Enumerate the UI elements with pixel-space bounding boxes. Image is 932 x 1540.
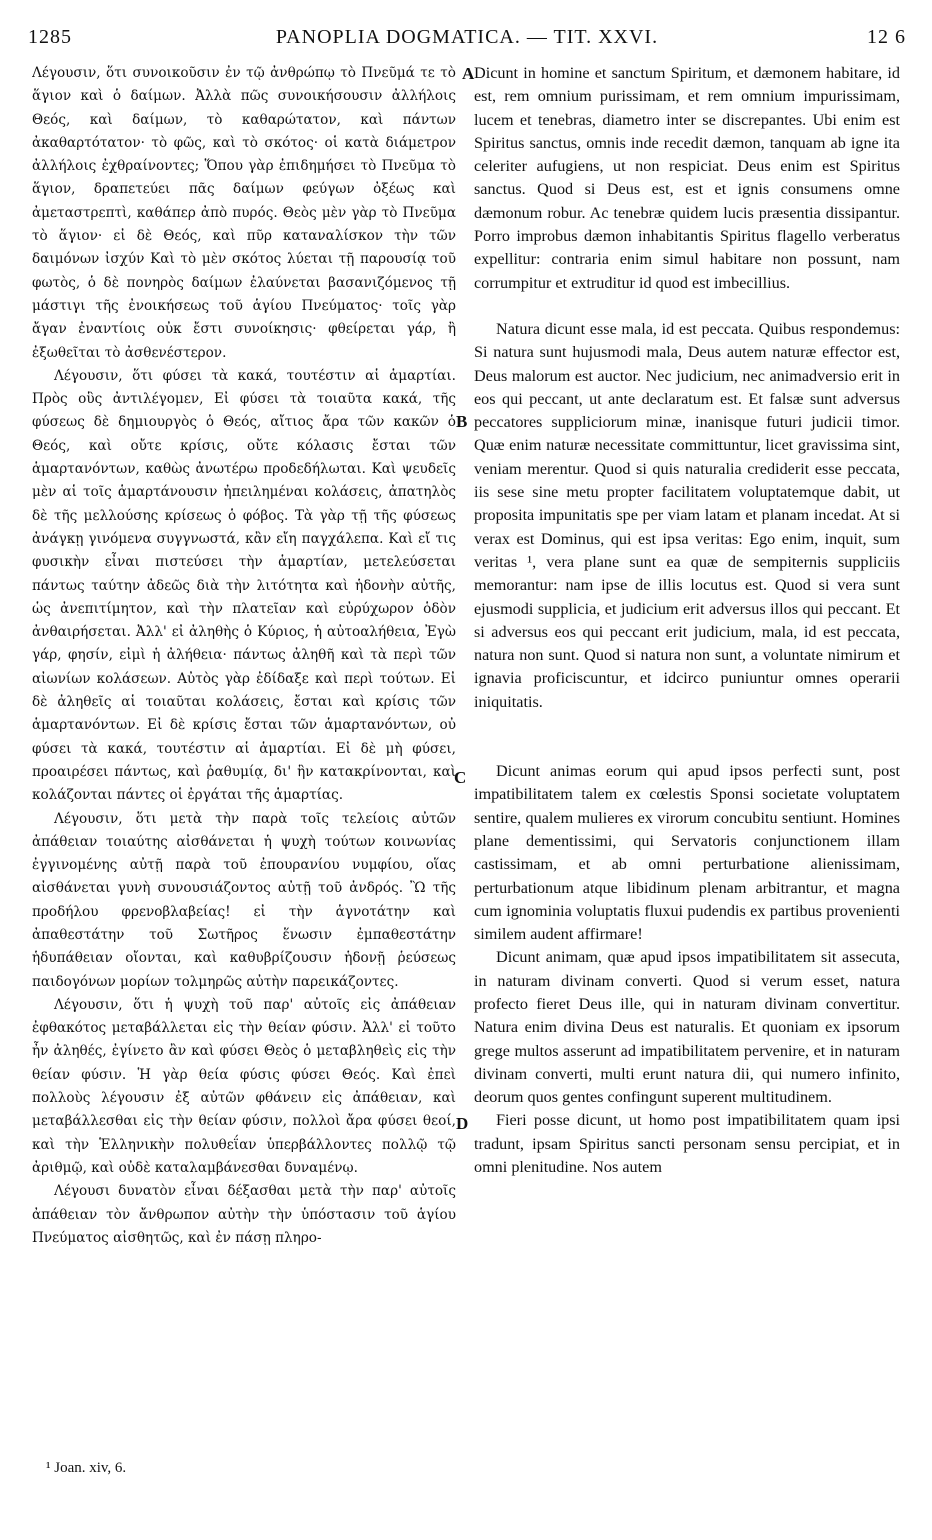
greek-paragraph: Λέγουσιν, ὅτι φύσει τὰ κακά, τουτέστιν αἱ ἁμαρτίαι. Πρὸς οὓς ἀντιλέγομεν, Εἰ φύσει τὰ τοιαῦτα κακά, τῆς φύσεως δὲ δημιουργὸς ὁ Θεός, αἴτιος ἄρα τῶν κακῶν ὁ Θεός, καὶ οὔτε κρίσις, οὔτε κόλασις ἔσται τῶν ἁμαρτανόντων, καθὼς ἀνωτέρω προδεδήλωται. Καὶ ψευδεῖς μὲν αἱ τοῖς ἁμαρτάνουσιν ἠπειλημέναι κολάσεις, ἀπατηλὸς δὲ τῆς μελλούσης κρίσεως ὁ φόβος. Τὰ γὰρ τῇ τῆς φύσεως ἀνάγκῃ γινόμενα συγγνωστά, κἂν εἴη παγχάλεπα. Καὶ εἴ τις φυσικὴν εἶναι πιστεύσει τὴν ἁμαρτίαν, μετελεύσεται πάντως ταύτην ἀδεῶς διὰ τὴν λιτότητα καὶ ἡδονὴν αὐτῆς, ὡς ἀνεπιτίμητον, καὶ τὴν πλατεῖαν καὶ εὐρύχωρον ὁδὸν ἀνθαιρήσεται. Ἀλλ' εἰ ἀληθὴς ὁ Κύριος, ἡ αὐτοαλήθεια, Ἐγὼ γάρ, φησίν, εἰμὶ ἡ ἀλήθεια· πάντως ἀληθῆ καὶ τὰ περὶ τῶν αἰωνίων κολάσεων. Αὐτὸς γὰρ ἐδίδαξε καὶ περὶ τούτων. Εἰ δὲ ἀληθεῖς αἱ τοιαῦται κολάσεις, ἔσται καὶ κρίσις τῶν ἁμαρτανόντων. Εἰ δὲ κρίσις ἔσται τῶν ἁμαρτανόντων, οὐ φύσει τὰ κακά, τουτέστιν αἱ ἁμαρτίαι. Εἰ δὲ μὴ φύσει, προαιρέσει πάντως, καὶ ῥαθυμίᾳ, δι' ἣν κατακρίνονται, καὶ κολάζονται πάντες οἱ ἐργάται τῆς ἁμαρτίας. — [32, 367, 456, 804]
greek-paragraph: Λέγουσιν, ὅτι ἡ ψυχὴ τοῦ παρ' αὐτοῖς εἰς ἀπάθειαν ἐφθακότος μεταβάλλεται εἰς τὴν θείαν φύσιν. Ἀλλ' εἰ τοῦτο ἦν ἀληθές, ἐγίνετο ἂν καὶ φύσει Θεὸς ὁ μεταβληθεὶς εἰς τὴν θείαν φύσιν. Ἡ γὰρ θεία φύσις φύσει Θεός. Καὶ ἐπεὶ πολλοὺς λέγουσιν ἐξ αὐτῶν φθάνειν εἰς ἀπάθειαν, καὶ μεταβάλλεσθαι εἰς τὴν θείαν φύσιν, πολλοὶ ἄρα φύσει θεοί, καὶ τὴν Ἑλληνικὴν πολυθεΐαν ὑπερβάλλοντες πολλῷ τῷ ἀριθμῷ, καὶ οὐδὲ καταλαμβάνεσθαι δυναμένῳ. — [32, 996, 456, 1176]
margin-letter-c: C — [454, 768, 467, 787]
latin-paragraph: Natura dicunt esse mala, id est peccata. Quibus respondemus: Si natura sunt hujusmodi mala, Deus autem naturæ effector est, Deus malorum est auctor. Nec judicium, nec animadversio erit in eos qui peccant, ut ante declaratum est. Et falsæ sunt adversus peccatores suppliciorum minæ, inanisque futuri judicii timor. Quæ enim naturæ necessitate committuntur, licet gravissima sint, veniam merentur. Quod si quis naturalia crediderit esse peccata, iis sese sine metu propter facilitatem voluptatemque dabit, ut proposita impunitatis spe per viam latam et planam incedat. At si verax est Dominus, qui est ipsa veritas: Ego enim, inquit, sum veritas ¹, vera plane sunt ea quæ de sempiternis suppliciis memorantur: nam ipse de illis locutus est. Quod si vera sunt ejusmodi supplicia, et judicium erit adversus illos qui peccant. Et si adversus eos qui peccant erit judicium, mala, id est peccata, natura non sunt. Quod si natura non sunt, a voluntate nimirum et ignavia proficiscuntur, et idcirco puniuntur omnes operarii iniquitatis. — [474, 319, 900, 711]
margin-letter-a: A — [462, 64, 475, 83]
footnote: ¹ Joan. xiv, 6. — [46, 1460, 127, 1476]
running-title: PANOPLIA DOGMATICA. — TIT. XXVI. — [275, 26, 659, 48]
running-header — [28, 26, 906, 54]
latin-column — [474, 62, 900, 1482]
greek-paragraph: Λέγουσιν, ὅτι συνοικοῦσιν ἐν τῷ ἀνθρώπῳ τὸ Πνεῦμά τε τὸ ἅγιον καὶ ὁ δαίμων. Ἀλλὰ πῶς συνοικήσουσιν ἀλλήλοις Θεός, καὶ δαίμων, τὸ καθαρώτατον, καὶ πάντων ἀκαθαρτότατον· τὸ φῶς, καὶ τὸ σκότος· οἱ κατὰ διάμετρον ἀλλήλοις ἐχθραίνοντες; Ὅπου γὰρ ἐπιδημήσει τὸ Πνεῦμα τὸ ἅγιον, δραπετεύει πᾶς δαίμων φεύγων ὀξέως καὶ ἀμεταστρεπτὶ, καθάπερ ἀπὸ πυρός. Θεὸς μὲν γὰρ τὸ Πνεῦμα τὸ ἅγιον· εἰ δὲ Θεός, καὶ πῦρ καταναλίσκον τὴν τῶν δαιμόνων ἰσχύν Καὶ τὸ μὲν σκότος λύεται τῇ παρουσίᾳ τοῦ φωτὸς, ὁ δὲ πονηρὸς δαίμων ἐλαύνεται βασανιζόμενος τῇ μάστιγι τῆς ἐνοικήσεως τοῦ ἁγίου Πνεύματος· τοῖς γὰρ ἄγαν ἐναντίοις οὐκ ἔστι συνοίκησις· φθείρεται γάρ, ἢ ἐξωθεῖται τὸ ἀσθενέστερον. — [32, 65, 456, 361]
margin-letter-d: D — [456, 1114, 469, 1133]
page-number-left: 1285 — [28, 26, 72, 48]
greek-column — [32, 62, 456, 1482]
margin-letter-b: B — [456, 412, 468, 431]
latin-paragraph: Dicunt animas eorum qui apud ipsos perfecti sunt, post impatibilitatem talem ex cœlestis Sponsi societate voluptatem sentire, qualem mulieres ex virorum concubitu sentiunt. Homines plane dementissimi, qui Servatoris conjunctionem illam castissimam, et ab omni perturbatione alienissimam, perturbationum atque libidinum plenam arbitrantur, et magna cum ignominia voluptatis fluxui pudendis ex partibus provenienti similem audent affirmare! — [474, 762, 900, 944]
latin-paragraph: Fieri posse dicunt, ut homo post impatibilitatem quam ipsi tradunt, ipsam Spiritus sancti personam sensu percipiat, et in omni plenitudine. Nos autem — [474, 1111, 900, 1177]
greek-paragraph: Λέγουσιν, ὅτι μετὰ τὴν παρὰ τοῖς τελείοις αὐτῶν ἀπάθειαν τοιαύτης αἰσθάνεται ἡ ψυχὴ τούτων κοινωνίας ἐγγινομένης αὐτῇ παρὰ τοῦ ἐπουρανίου νυμφίου, οἵας αἰσθάνεται γυνὴ συνουσιάζοντος αὐτῇ τοῦ ἀνδρός. Ὢ τῆς προδήλου φρενοβλαβείας! εἰ τὴν ἁγνοτάτην καὶ ἀπαθεστάτην τοῦ Σωτῆρος ἕνωσιν ἐμπαθεστάτην ἡδυπάθειαν οἴονται, καὶ καθυβρίζουσιν ἡδονῇ ῥεύσεως παιδογόνων μορίων τολμηρῶς αὐτὴν παρεικάζοντες. — [32, 810, 456, 990]
latin-paragraph: Dicunt in homine et sanctum Spiritum, et dæmonem habitare, id est, rem omnium purissimam, et rem omnium impurissimam, lucem et tenebras, diametro inter se discrepantes. Ubi enim est Spiritus sanctus, omnis inde recedit dæmon, tanquam ab igne ita celeriter aufugiens, ut non respiciat. Deus enim est Spiritus sanctus. Quod si Deus est, est et ignis consumens omne dæmonum robur. Ac tenebræ quidem lucis præsentia dissipantur. Porro improbus dæmon inhabitantis Spiritus flagello verberatus expellitur: contraria enim simul habitare non possunt, nam corrumpitur et extruditur id quod est imbecillius. — [474, 64, 900, 292]
greek-paragraph: Λέγουσι δυνατὸν εἶναι δέξασθαι μετὰ τὴν παρ' αὐτοῖς ἀπάθειαν τὸν ἄνθρωπον αὐτὴν τὴν ὑπόστασιν τοῦ ἁγίου Πνεύματος αἰσθητῶς, καὶ ἐν πάσῃ πληρο- — [32, 1183, 456, 1246]
latin-paragraph: Dicunt animam, quæ apud ipsos impatibilitatem sit assecuta, in naturam divinam converti. Quod si verum esset, natura profecto fieret Deus ille, qui in naturam divinam convertitur. Natura enim divina Deus est naturalis. Et quoniam ex ipsorum grege multos asserunt ad impatibilitatem pervenire, et in naturam divinam converti, multi erunt natura dii, qui numero infinito, deorum quos gentes confingunt superent multitudinem. — [474, 948, 900, 1107]
page-number-right: 12 6 — [867, 26, 906, 48]
